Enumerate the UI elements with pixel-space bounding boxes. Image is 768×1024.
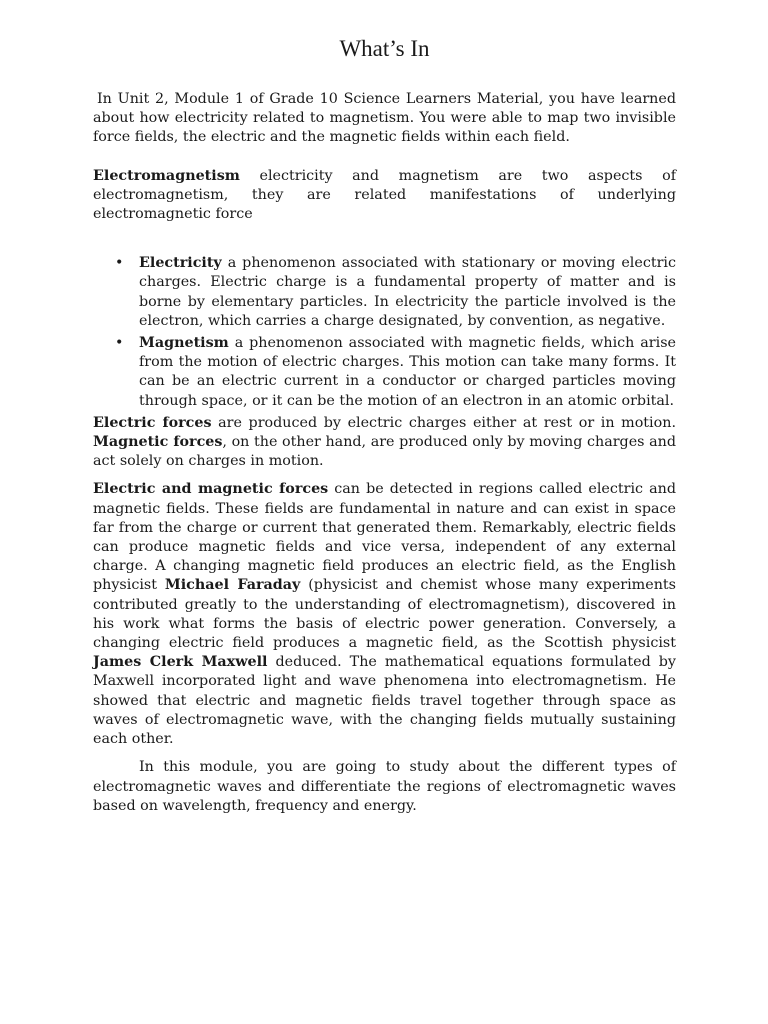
electromagnetism-term: Electromagnetism bbox=[93, 167, 240, 184]
intro-paragraph: In Unit 2, Module 1 of Grade 10 Science Learners Material, you have learned about how electricity related to magnetism. You were able to map two invisible force fields, the electric and the magnetic fields within each field. bbox=[93, 91, 676, 146]
electricity-term: Electricity bbox=[139, 255, 222, 272]
magnetic-forces-term: Magnetic forces bbox=[93, 434, 223, 451]
electricity-text: a phenomenon associated with stationary or moving electric charges. Electric charge is a fundamental property of matter and is borne by elementary particles. In electricity the particle involved is the electron, which carries a charge designated, by convention, as negative. bbox=[139, 255, 676, 329]
electromagnetism-text: electricity and magnetism are two aspects of electromagnetism, they are related manifestations of underlying electromagnetic force bbox=[93, 167, 676, 223]
electric-forces-term: Electric forces bbox=[93, 414, 212, 431]
electric-forces-text: are produced by electric charges either at rest or in motion. bbox=[211, 414, 676, 431]
list-item-electricity bbox=[93, 254, 676, 331]
magnetism-term: Magnetism bbox=[139, 335, 229, 352]
bullet-marker: • bbox=[115, 335, 124, 352]
forces-paragraph bbox=[93, 414, 676, 472]
list-item-magnetism bbox=[93, 334, 676, 411]
electromagnetism-definition bbox=[93, 167, 676, 225]
fields-text-1: can be detected in regions called electric and magnetic fields. These fields are fundamental in nature and can exist in space far from the charge or current that generated them. Remarkably, electric fields can produce magnetic fields and vice versa, independent of any external charge. A changing magnetic field produces an electric field, as the English physicist bbox=[93, 481, 676, 594]
fields-text-2: (physicist and chemist whose many experiments contributed greatly to the understanding of electromagnetism), discovered in his work what forms the basis of electric power generation. Conversely, a changing electric field produces a magnetic field, as the Scottish physicist bbox=[93, 577, 676, 652]
faraday-name: Michael Faraday bbox=[164, 577, 301, 594]
electric-magnetic-forces-term: Electric and magnetic forces bbox=[93, 481, 329, 498]
magnetism-text: a phenomenon associated with magnetic fields, which arise from the motion of electric charges. This motion can take many forms. It can be an electric current in a conductor or charged particles moving through space, or it can be the motion of an electron in an atomic orbital. bbox=[139, 335, 676, 409]
document-page bbox=[93, 30, 676, 816]
fields-text-3: deduced. The mathematical equations formulated by Maxwell incorporated light and wave phenomena into electromagnetism. He showed that electric and magnetic fields travel together through space as waves of electromagnetic wave, with the changing fields mutually sustaining each other. bbox=[93, 654, 676, 748]
fields-paragraph bbox=[93, 480, 676, 749]
page-title: What’s In bbox=[339, 36, 430, 61]
bullet-marker: • bbox=[115, 255, 124, 272]
closing-paragraph: In this module, you are going to study about the different types of electromagnetic waves and differentiate the regions of electromagnetic waves based on wavelength, frequency and energy. bbox=[93, 759, 676, 814]
maxwell-name: James Clerk Maxwell bbox=[93, 654, 268, 671]
definitions-list bbox=[93, 254, 676, 411]
magnetic-forces-text: , on the other hand, are produced only by moving charges and act solely on charges in motion. bbox=[93, 434, 676, 470]
